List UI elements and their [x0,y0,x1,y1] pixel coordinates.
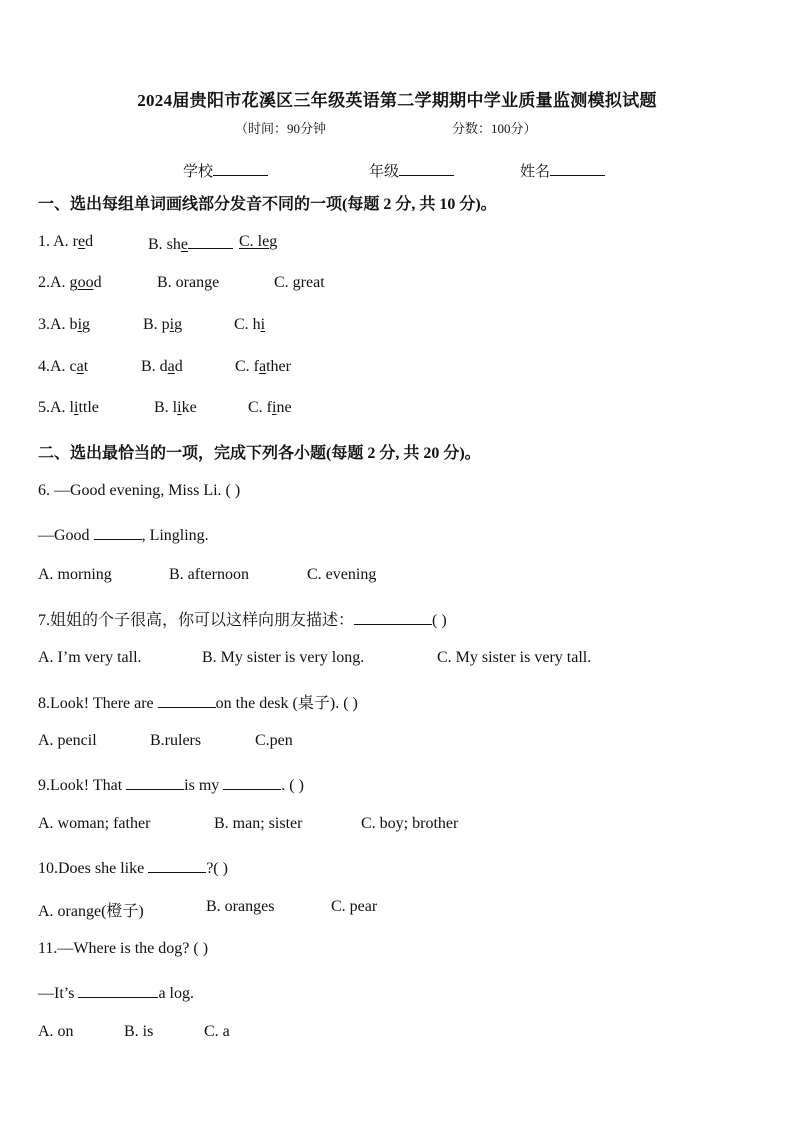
q7-option-b[interactable]: B. My sister is very long. [202,649,365,666]
question-8-stem: 8.Look! There are on the desk (桌子). ( ) [38,690,358,713]
q6-blank[interactable] [94,524,142,540]
question-3: 3.A. big B. pig C. hi [38,316,266,333]
q1-option-b[interactable]: B. she [148,233,233,254]
exam-title: 2024届贵阳市花溪区三年级英语第二学期期中学业质量监测模拟试题 [137,91,657,110]
q8-option-b[interactable]: B.rulers [150,732,202,749]
question-6-options [38,566,738,584]
question-7-stem: 7.姐姐的个子很高，你可以这样向朋友描述： ( ) [38,607,447,630]
q2-option-a[interactable]: A. good [50,274,102,291]
q9-option-b[interactable]: B. man; sister [214,815,303,832]
section2-heading: 二、选出最恰当的一项，完成下列各小题(每题 2 分, 共 20 分)。 [38,445,481,462]
q5-option-c[interactable]: C. fine [248,399,292,416]
q1-option-a[interactable]: A. red [53,233,94,250]
q1-option-c[interactable]: C. leg [239,233,278,250]
question-11-reply: —It’s a log. [38,982,194,1003]
question-10-options [38,898,738,921]
exam-score: 分数：100分） [452,121,537,136]
q8-option-a[interactable]: A. pencil [38,732,97,749]
question-9-stem: 9.Look! That is my . ( ) [38,774,304,795]
question-6-stem: 6. —Good evening, Miss Li. ( ) [38,482,241,499]
name-blank[interactable] [550,161,605,176]
question-7-options [38,649,758,667]
question-4: 4.A. cat B. dad C. father [38,358,291,375]
q10-option-c[interactable]: C. pear [331,898,378,915]
grade-field [369,160,454,181]
q6-option-a[interactable]: A. morning [38,566,112,583]
q10-option-a[interactable]: A. orange(橙子) [38,903,144,920]
q10-blank[interactable] [148,857,206,873]
q2-option-c[interactable]: C. great [274,274,325,291]
school-blank[interactable] [213,161,268,176]
question-10-stem: 10.Does she like ?( ) [38,857,228,878]
grade-blank[interactable] [399,161,454,176]
question-5: 5.A. little B. like C. fine [38,399,292,416]
question-8-options [38,732,738,750]
q10-option-b[interactable]: B. oranges [206,898,275,915]
q6-option-b[interactable]: B. afternoon [169,566,249,583]
q11-option-a[interactable]: A. on [38,1023,74,1040]
q9-blank-1[interactable] [126,774,184,790]
q4-option-a[interactable]: A. cat [50,358,89,375]
school-field [183,160,268,181]
q3-option-b[interactable]: B. pig [143,316,183,333]
grade-label: 年级 [369,164,400,180]
section1-heading: 一、选出每组单词画线部分发音不同的一项(每题 2 分, 共 10 分)。 [38,196,497,213]
q7-option-a[interactable]: A. I’m very tall. [38,649,142,666]
q9-blank-2[interactable] [223,774,281,790]
q4-option-b[interactable]: B. dad [141,358,183,375]
school-label: 学校 [183,164,214,180]
q7-option-c[interactable]: C. My sister is very tall. [437,649,592,666]
question-9-options [38,815,738,833]
q4-option-c[interactable]: C. father [235,358,291,375]
q3-option-a[interactable]: A. big [50,316,91,333]
q9-option-c[interactable]: C. boy; brother [361,815,459,832]
name-field [520,160,605,181]
question-11-stem: 11.—Where is the dog? ( ) [38,940,209,957]
question-1: 1. A. red B. she C. leg [38,233,278,253]
q3-option-c[interactable]: C. hi [234,316,266,333]
q8-option-c[interactable]: C.pen [255,732,293,749]
q11-option-c[interactable]: C. a [204,1023,230,1040]
q11-option-b[interactable]: B. is [124,1023,154,1040]
q8-blank[interactable] [158,692,216,708]
exam-time: （时间：90分钟 [235,121,327,136]
q5-option-b[interactable]: B. like [154,399,197,416]
q6-option-c[interactable]: C. evening [307,566,377,583]
q11-blank[interactable] [78,982,158,998]
question-11-options [38,1023,738,1041]
name-label: 姓名 [520,164,551,180]
q2-option-b[interactable]: B. orange [157,274,220,291]
q5-option-a[interactable]: A. little [50,399,99,416]
q7-blank[interactable] [354,609,432,625]
question-2: 2.A. good B. orange C. great [38,274,325,291]
question-6-reply: —Good , Lingling. [38,524,209,545]
q9-option-a[interactable]: A. woman; father [38,815,151,832]
